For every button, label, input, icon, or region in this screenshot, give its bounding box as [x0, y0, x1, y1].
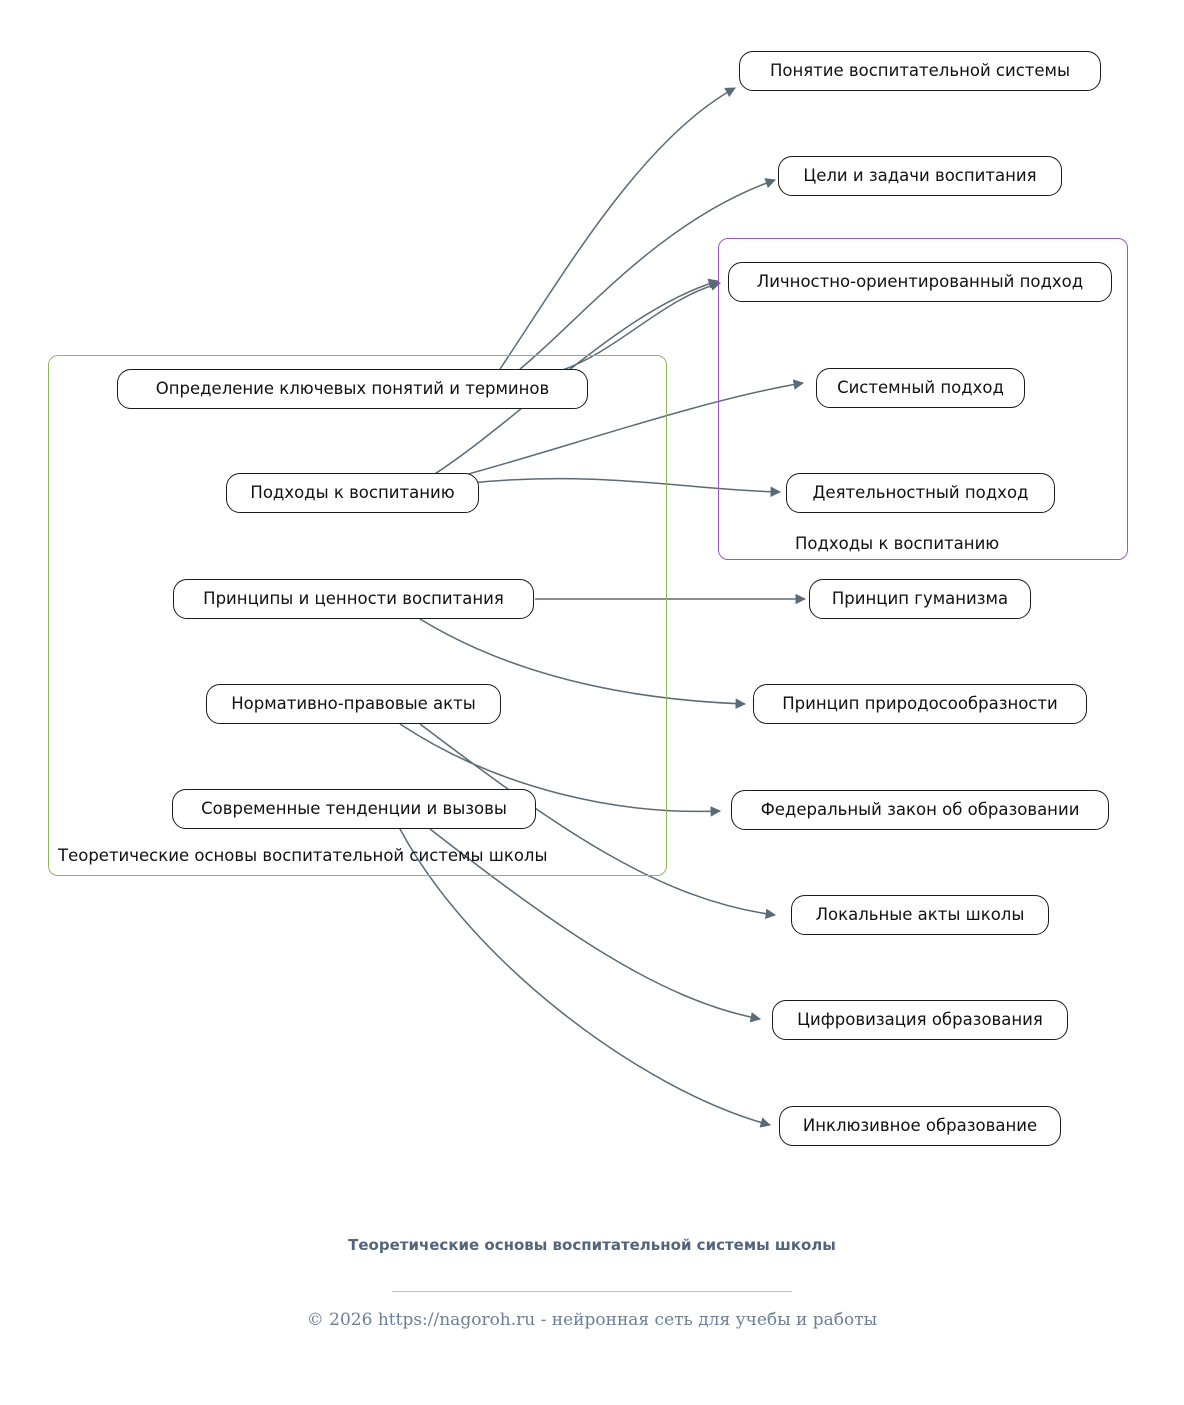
node-podhody-k-vospitaniyu[interactable]: Подходы к воспитанию	[226, 473, 479, 513]
footer-title: Теоретические основы воспитательной системы школы	[348, 1236, 836, 1254]
cluster-theory-label: Теоретические основы воспитательной системы школы	[58, 846, 548, 865]
footer-divider	[392, 1291, 792, 1292]
node-normativno-pravovye-akty[interactable]: Нормативно-правовые акты	[206, 684, 501, 724]
node-deyatelnostnyj-podhod[interactable]: Деятельностный подход	[786, 473, 1055, 513]
node-inklyuzivnoe-obrazovanie[interactable]: Инклюзивное образование	[779, 1106, 1061, 1146]
node-principy-i-cennosti-vospitaniya[interactable]: Принципы и ценности воспитания	[173, 579, 534, 619]
node-princip-prirodosoobraznosti[interactable]: Принцип природосообразности	[753, 684, 1087, 724]
node-sistemnyj-podhod[interactable]: Системный подход	[816, 368, 1025, 408]
node-federalnyj-zakon-ob-obrazovanii[interactable]: Федеральный закон об образовании	[731, 790, 1109, 830]
edge-n1-n6	[500, 88, 735, 369]
node-princip-gumanizma[interactable]: Принцип гуманизма	[809, 579, 1031, 619]
node-ponyatie-vospitatelnoj-sistemy[interactable]: Понятие воспитательной системы	[739, 51, 1101, 91]
node-celi-i-zadachi-vospitaniya[interactable]: Цели и задачи воспитания	[778, 156, 1062, 196]
node-lichnostno-orientirovannyj-podhod[interactable]: Личностно-ориентированный подход	[728, 262, 1112, 302]
node-cifrovizaciya-obrazovaniya[interactable]: Цифровизация образования	[772, 1000, 1068, 1040]
footer-credit: © 2026 https://nagoroh.ru - нейронная сеть для учебы и работы	[306, 1310, 878, 1330]
node-sovremennye-tendencii-i-vyzovy[interactable]: Современные тенденции и вызовы	[172, 789, 536, 829]
node-lokalnye-akty-shkoly[interactable]: Локальные акты школы	[791, 895, 1049, 935]
cluster-approaches-label: Подходы к воспитанию	[795, 534, 1000, 553]
node-opredelenie-klyuchevyh-ponyatij[interactable]: Определение ключевых понятий и терминов	[117, 369, 588, 409]
